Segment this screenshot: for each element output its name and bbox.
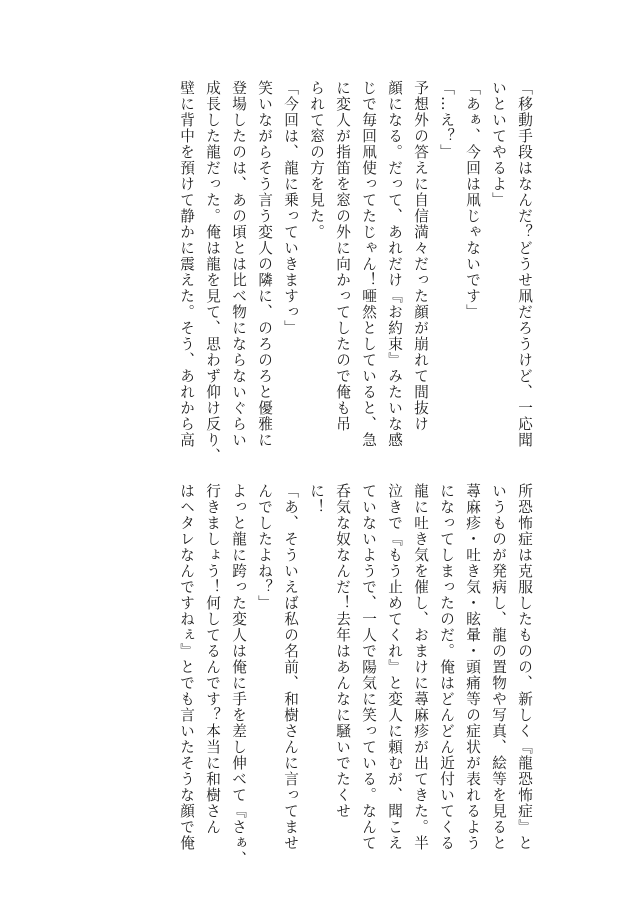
text-line: んでしたよね？」	[256, 483, 273, 611]
text-line: に！	[308, 483, 325, 515]
text-line: 行きましょう！何してるんです？本当に和樹さん	[204, 483, 221, 835]
text-line: になってしまったのだ。俺はどんどん近付いてくる	[438, 483, 455, 851]
text-line: 「今回は、龍に乗っていきますっ」	[282, 80, 299, 336]
text-line: よっと龍に跨った変人は俺に手を差し伸べて『さぁ、	[230, 483, 247, 867]
text-line: ていないようで、一人で陽気に笑っている。なんて	[360, 483, 377, 851]
text-block-bottom	[173, 483, 537, 867]
text-line: じで毎回凧使ってたじゃん！唖然としていると、急	[360, 80, 377, 448]
text-line: 呑気な奴なんだ！去年はあんなに騒いでたくせ	[334, 483, 351, 819]
text-line: 龍に吐き気を催し、おまけに蕁麻疹が出てきた。半	[412, 483, 429, 851]
text-line: 蕁麻疹・吐き気・眩暈・頭痛等の症状が表れるよう	[464, 483, 481, 851]
text-line: 泣きで『もう止めてくれ』と変人に頼むが、聞こえ	[386, 483, 403, 851]
text-line: 成長した龍だった。俺は龍を見て、思わず仰け反り、	[204, 80, 221, 464]
text-line: 所恐怖症は克服したものの、新しく『龍恐怖症』と	[516, 483, 533, 851]
text-line: はヘタレなんですねぇ』とでも言いたそうな顔で俺	[178, 483, 195, 851]
text-line: 「あ、そういえば私の名前、和樹さんに言ってませ	[282, 483, 299, 851]
text-line: いといてやるよ」	[490, 80, 507, 208]
text-line: に変人が指笛を窓の外に向かってしたので俺も吊	[334, 80, 351, 432]
text-line: 笑いながらそう言う変人の隣に、のろのろと優雅に	[256, 80, 273, 448]
text-line: 予想外の答えに自信満々だった顔が崩れて間抜け	[412, 80, 429, 432]
text-line: 「あぁ、今回は凧じゃないです」	[464, 80, 481, 320]
text-line: 「…え？」	[438, 80, 455, 160]
text-line: られて窓の方を見た。	[308, 80, 325, 240]
text-line: いうものが発病し、龍の置物や写真、絵等を見ると	[490, 483, 507, 851]
text-line: 登場したのは、あの頃とは比べ物にならないぐらい	[230, 80, 247, 448]
text-line: 壁に背中を預けて静かに震えた。そう、あれから高	[178, 80, 195, 448]
text-line: 「移動手段はなんだ？どうせ凧だろうけど、一応聞	[516, 80, 533, 448]
text-block-top	[173, 80, 537, 464]
text-line: 顔になる。だって、あれだけ『お約束』みたいな感	[386, 80, 403, 448]
